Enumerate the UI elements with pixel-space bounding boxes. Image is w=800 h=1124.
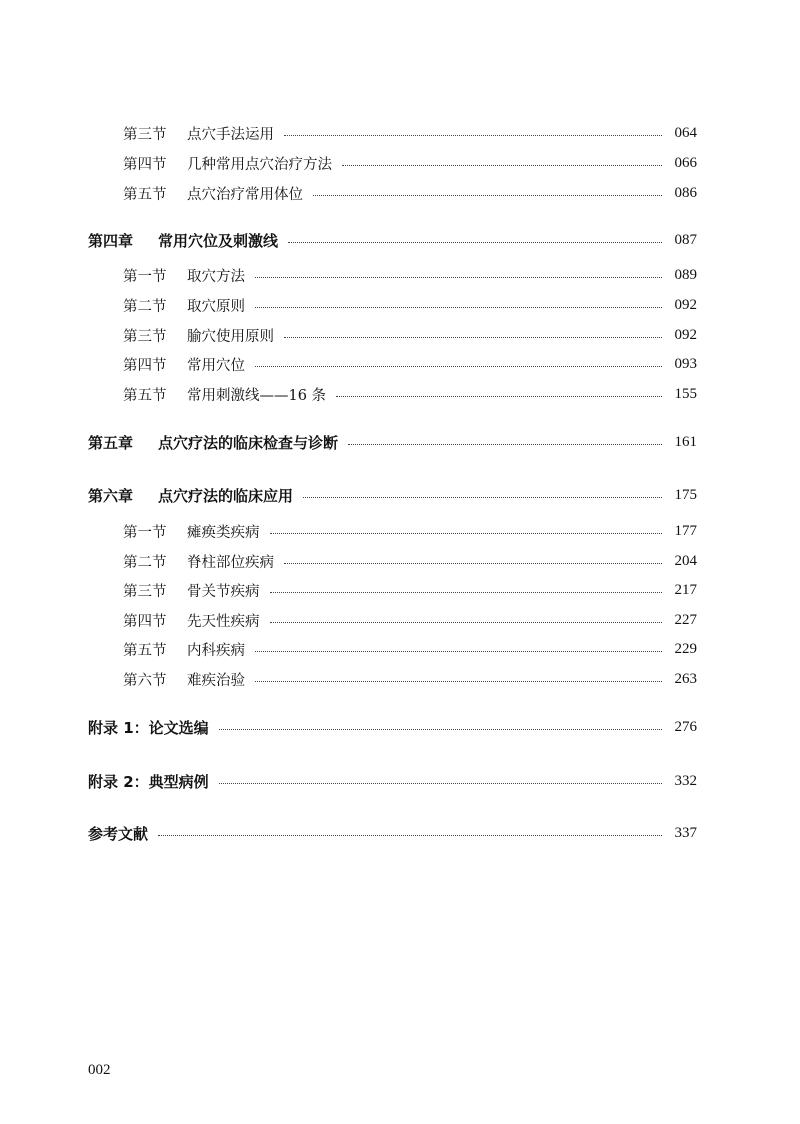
dot-leader <box>255 366 662 367</box>
entry-label: 第四章 <box>88 231 134 250</box>
entry-page-number: 087 <box>674 231 697 248</box>
entry-title: 难疾治验 <box>187 672 245 689</box>
entry-page-number: 204 <box>674 552 697 569</box>
toc-entry-chapter[interactable] <box>0 484 800 506</box>
entry-title: 先天性疾病 <box>187 613 260 630</box>
entry-title: 附录 1：论文选编 <box>88 718 209 737</box>
dot-leader <box>270 622 662 623</box>
entry-title: 点穴疗法的临床应用 <box>158 486 294 505</box>
entry-label: 第六章 <box>88 486 134 505</box>
dot-leader <box>342 165 662 166</box>
dot-leader <box>284 563 662 564</box>
entry-label: 第一节 <box>123 268 167 285</box>
dot-leader <box>255 681 662 682</box>
toc-entry-section[interactable] <box>0 550 800 572</box>
entry-page-number: 092 <box>674 296 697 313</box>
entry-title: 瘫痪类疾病 <box>187 524 260 541</box>
entry-title: 常用穴位及刺激线 <box>158 231 279 250</box>
toc-entry-section[interactable] <box>0 579 800 601</box>
page-number: 002 <box>88 1062 111 1078</box>
dot-leader <box>270 592 662 593</box>
entry-label: 第五章 <box>88 433 134 452</box>
entry-label: 第五节 <box>123 186 167 203</box>
entry-label: 第四节 <box>123 156 167 173</box>
entry-title: 腧穴使用原则 <box>187 328 274 345</box>
toc-entry-appendix[interactable] <box>0 822 800 844</box>
toc-entry-section[interactable] <box>0 638 800 660</box>
toc-entry-appendix[interactable] <box>0 716 800 738</box>
entry-page-number: 332 <box>674 772 697 789</box>
entry-label: 第四节 <box>123 613 167 630</box>
entry-page-number: 229 <box>674 640 697 657</box>
dot-leader <box>288 242 662 243</box>
entry-title: 点穴治疗常用体位 <box>187 186 303 203</box>
entry-page-number: 092 <box>674 326 697 343</box>
toc-entry-section[interactable] <box>0 668 800 690</box>
entry-label: 第三节 <box>123 583 167 600</box>
dot-leader <box>270 533 662 534</box>
entry-page-number: 155 <box>674 385 697 402</box>
toc-entry-section[interactable] <box>0 264 800 286</box>
entry-page-number: 161 <box>674 433 697 450</box>
entry-page-number: 263 <box>674 670 697 687</box>
entry-title: 骨关节疾病 <box>187 583 260 600</box>
entry-title: 常用刺激线——16 条 <box>187 387 327 404</box>
entry-title: 几种常用点穴治疗方法 <box>187 156 332 173</box>
toc-entry-appendix[interactable] <box>0 770 800 792</box>
entry-title: 脊柱部位疾病 <box>187 554 274 571</box>
entry-label: 第五节 <box>123 387 167 404</box>
entry-label: 第三节 <box>123 126 167 143</box>
dot-leader <box>219 729 662 730</box>
entry-page-number: 217 <box>674 581 697 598</box>
entry-label: 第一节 <box>123 524 167 541</box>
entry-page-number: 086 <box>674 184 697 201</box>
toc-entry-section[interactable] <box>0 152 800 174</box>
dot-leader <box>255 651 662 652</box>
dot-leader <box>255 307 662 308</box>
toc-entry-section[interactable] <box>0 520 800 542</box>
entry-title: 附录 2：典型病例 <box>88 772 209 791</box>
dot-leader <box>303 497 662 498</box>
dot-leader <box>284 135 662 136</box>
dot-leader <box>255 277 662 278</box>
toc-entry-section[interactable] <box>0 383 800 405</box>
dot-leader <box>158 835 662 836</box>
toc-entry-chapter[interactable] <box>0 229 800 251</box>
entry-title: 常用穴位 <box>187 357 245 374</box>
dot-leader <box>336 396 662 397</box>
entry-label: 第二节 <box>123 554 167 571</box>
toc-entry-section[interactable] <box>0 353 800 375</box>
entry-label: 第二节 <box>123 298 167 315</box>
entry-title: 取穴方法 <box>187 268 245 285</box>
entry-page-number: 093 <box>674 355 697 372</box>
entry-title: 点穴疗法的临床检查与诊断 <box>158 433 339 452</box>
entry-page-number: 089 <box>674 266 697 283</box>
toc-entry-section[interactable] <box>0 324 800 346</box>
entry-page-number: 276 <box>674 718 697 735</box>
entry-page-number: 227 <box>674 611 697 628</box>
toc-entry-section[interactable] <box>0 122 800 144</box>
toc-entry-chapter[interactable] <box>0 431 800 453</box>
toc-entry-section[interactable] <box>0 609 800 631</box>
entry-page-number: 064 <box>674 124 697 141</box>
dot-leader <box>284 337 662 338</box>
entry-title: 取穴原则 <box>187 298 245 315</box>
entry-title: 参考文献 <box>88 824 149 843</box>
entry-page-number: 175 <box>674 486 697 503</box>
entry-page-number: 066 <box>674 154 697 171</box>
dot-leader <box>348 444 662 445</box>
entry-page-number: 337 <box>674 824 697 841</box>
entry-page-number: 177 <box>674 522 697 539</box>
dot-leader <box>219 783 662 784</box>
entry-title: 点穴手法运用 <box>187 126 274 143</box>
entry-label: 第三节 <box>123 328 167 345</box>
entry-title: 内科疾病 <box>187 642 245 659</box>
toc-entry-section[interactable] <box>0 182 800 204</box>
toc-entry-section[interactable] <box>0 294 800 316</box>
entry-label: 第五节 <box>123 642 167 659</box>
dot-leader <box>313 195 662 196</box>
entry-label: 第四节 <box>123 357 167 374</box>
entry-label: 第六节 <box>123 672 167 689</box>
